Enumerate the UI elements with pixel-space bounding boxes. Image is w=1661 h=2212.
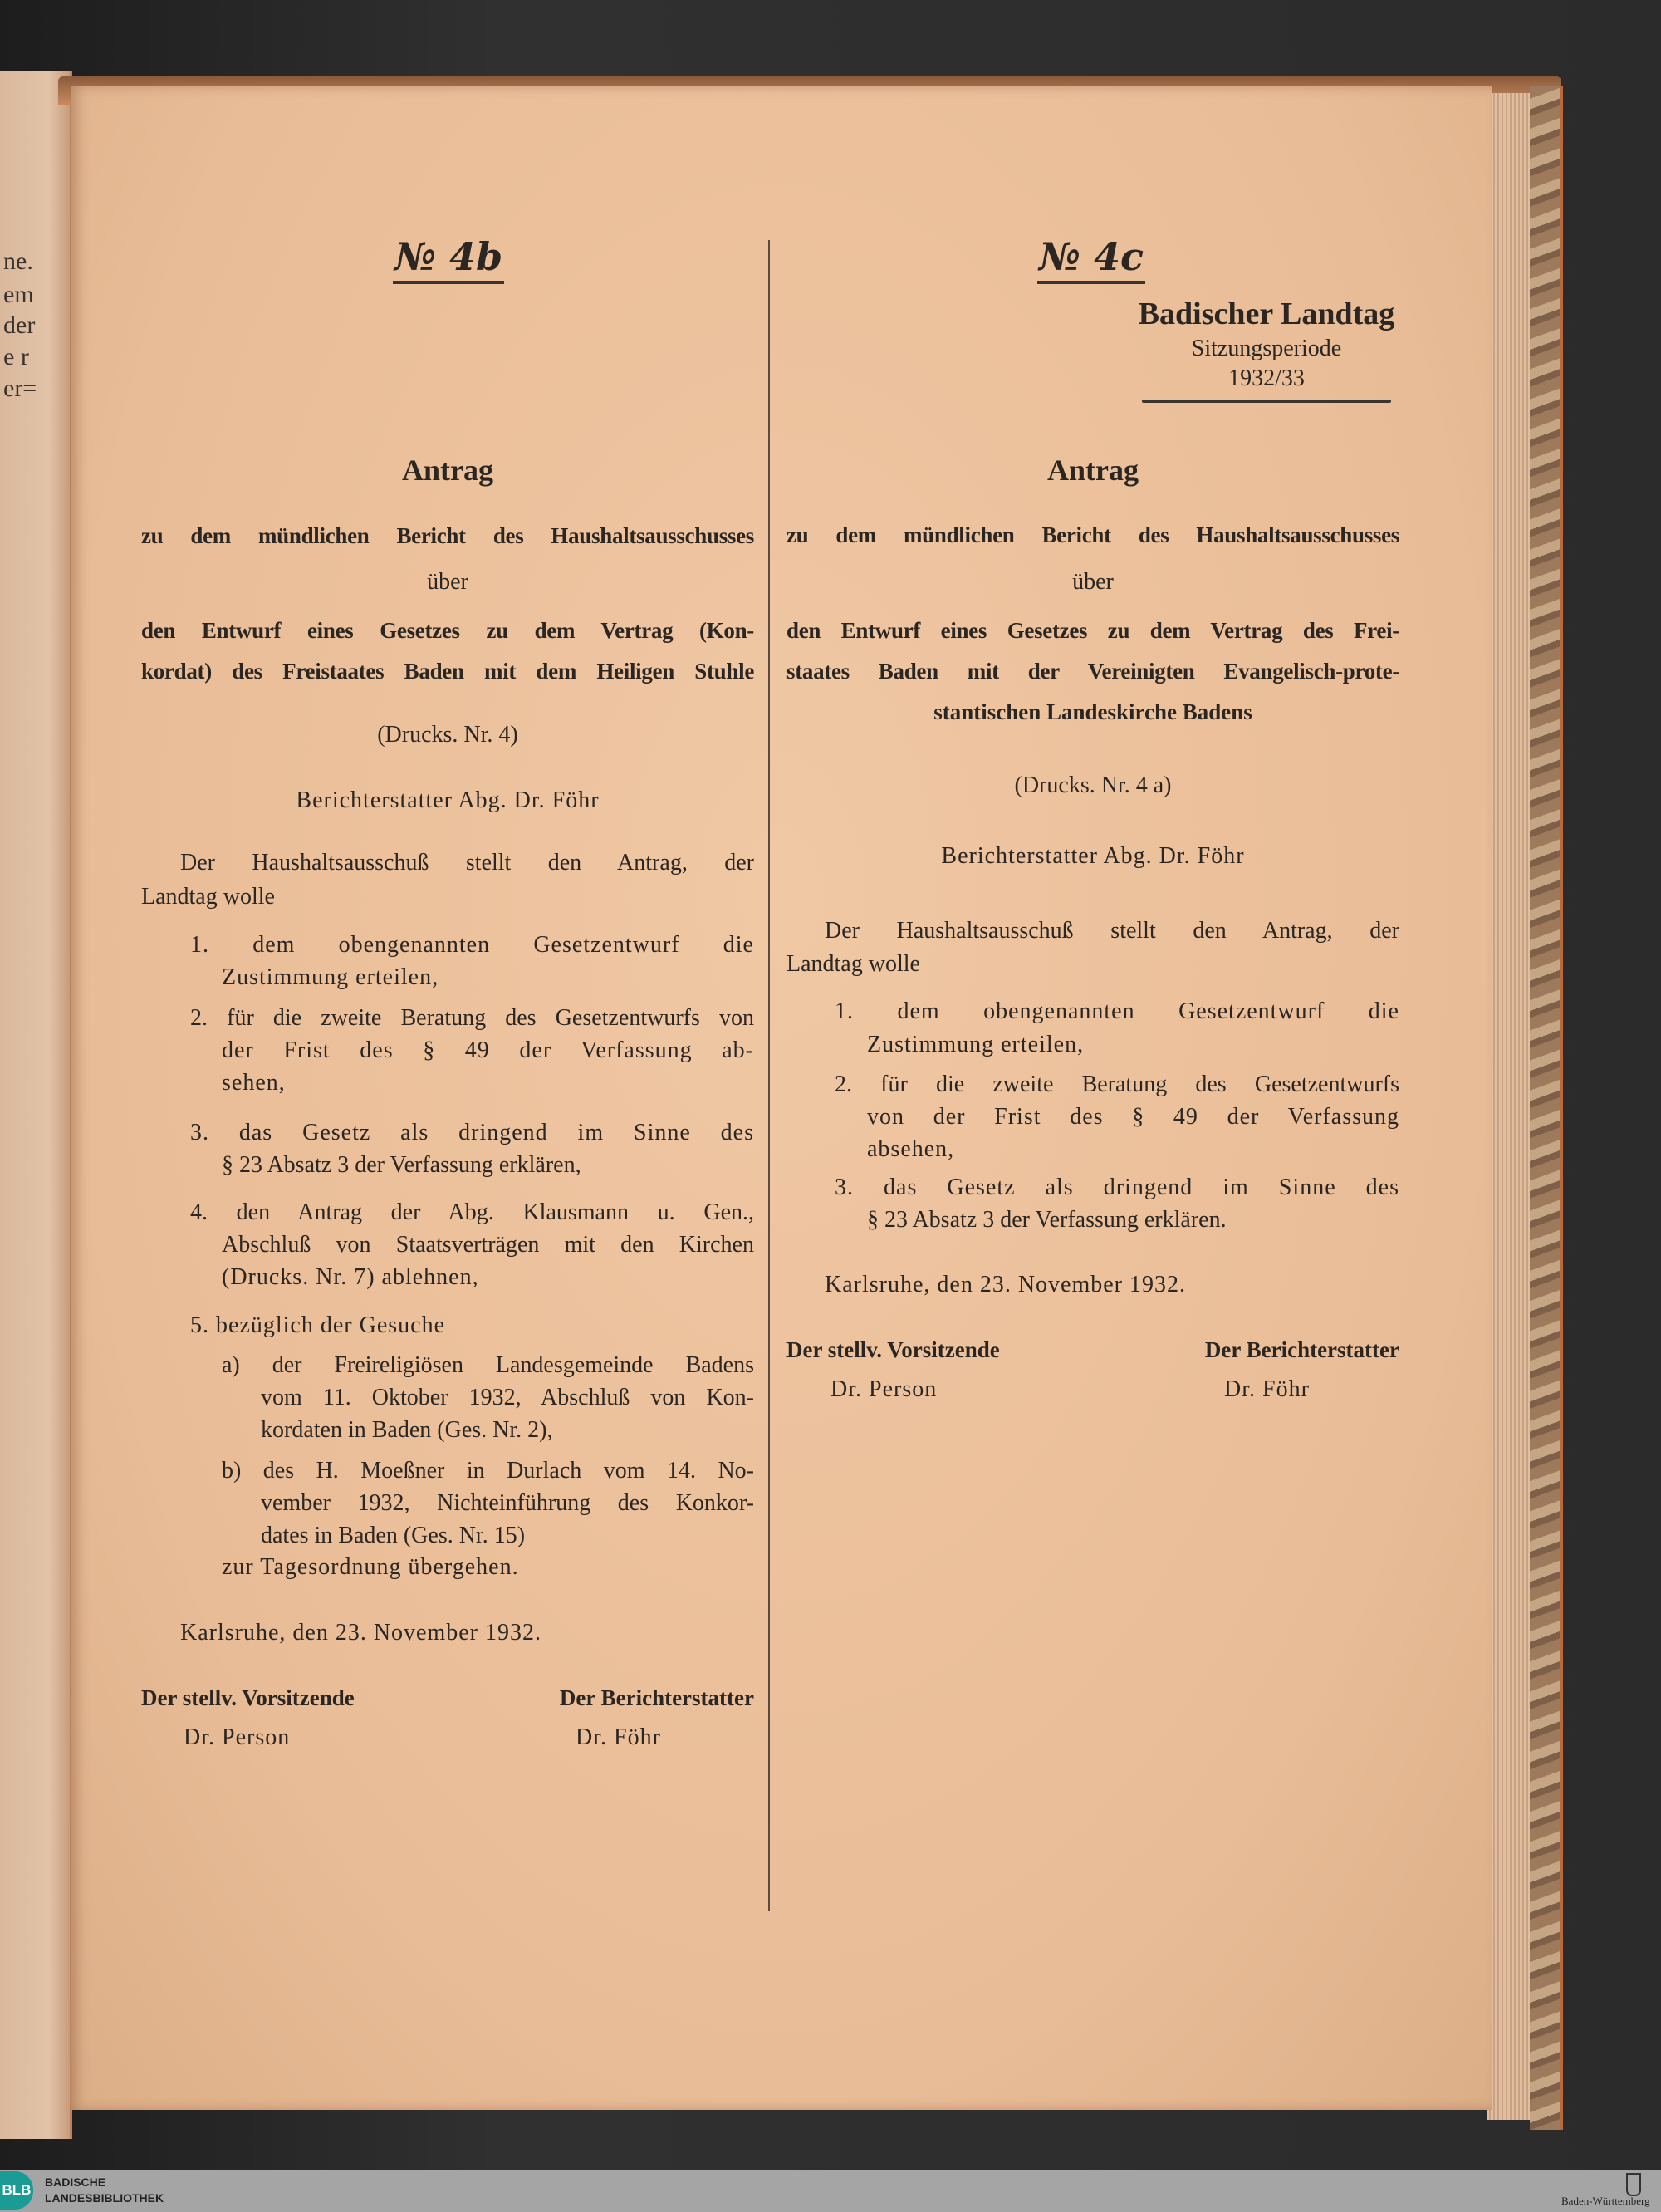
coat-of-arms-icon [1626,2173,1641,2196]
parliament-title: Badischer Landtag [1138,297,1395,331]
column-divider [768,240,770,1911]
library-name-line2: LANDESBIBLIOTHEK [45,2191,164,2205]
fragment-text: e r [3,343,29,370]
book-cover-edge [1530,86,1563,2130]
left-text-line: 2. für die zweite Beratung des Gesetzentwurfs von [190,1005,754,1031]
session-label: Sitzungsperiode [1191,336,1342,361]
left-text-line: den Entwurf eines Gesetzes zu dem Vertrag (Kon- [141,618,754,643]
fragment-text: em [3,281,34,308]
footer-bar [0,2170,1661,2212]
left-text-line: § 23 Absatz 3 der Verfassung erklären, [222,1152,581,1178]
left-text-line: der Frist des § 49 der Verfassung ab- [222,1037,754,1063]
right-text-line: absehen, [867,1136,955,1162]
library-name [45,2175,164,2206]
section-title: Antrag [1047,454,1139,487]
right-text-line: Dr. Föhr [1224,1376,1310,1402]
right-text-line: stantischen Landeskirche Badens [933,699,1252,724]
left-text-line: dates in Baden (Ges. Nr. 15) [261,1523,526,1548]
left-text-line: zur Tagesordnung übergehen. [222,1554,519,1580]
right-text-line: 2. für die zweite Beratung des Gesetzentwurfs [835,1072,1399,1097]
left-text-line: Der stellv. Vorsitzende [141,1685,355,1710]
left-text-line: Berichterstatter Abg. Dr. Föhr [296,787,600,813]
right-text-line: zu dem mündlichen Bericht des Haushaltsausschusses [786,522,1399,547]
left-text-line: 4. den Antrag der Abg. Klausmann u. Gen., [190,1199,754,1225]
fragment-text: er= [3,375,37,402]
right-text-line: Landtag wolle [786,951,920,977]
right-text-line: Dr. Person [830,1376,938,1402]
right-text-line: 3. das Gesetz als dringend im Sinne des [835,1175,1399,1200]
left-text-line: Dr. Person [184,1724,291,1750]
header-rule [1142,400,1391,403]
fragment-text: der [3,311,36,339]
right-text-line: 1. dem obengenannten Gesetzentwurf die [835,998,1399,1024]
section-title: Antrag [402,454,493,487]
left-text-line: (Drucks. Nr. 4) [377,722,518,748]
left-text-line: Dr. Föhr [576,1724,661,1750]
left-text-line: vom 11. Oktober 1932, Abschluß von Kon- [261,1385,754,1410]
left-text-line: über [427,569,468,595]
left-text-line: zu dem mündlichen Bericht des Haushaltsausschusses [141,523,754,548]
right-text-line: Berichterstatter Abg. Dr. Föhr [941,843,1245,869]
right-text-line: Der stellv. Vorsitzende [786,1337,1000,1362]
right-text-line: (Drucks. Nr. 4 a) [1014,772,1172,798]
left-text-line: Landtag wolle [141,884,275,910]
left-text-line: Zustimmung erteilen, [222,964,439,990]
left-text-line: vember 1932, Nichteinführung des Konkor- [261,1490,754,1516]
left-text-line: Karlsruhe, den 23. November 1932. [180,1620,542,1646]
right-text-line: den Entwurf eines Gesetzes zu dem Vertrag des Frei- [786,618,1399,643]
right-text-line: staates Baden mit der Vereinigten Evangelisch-prote- [786,659,1399,684]
left-text-line: 1. dem obengenannten Gesetzentwurf die [190,932,754,958]
fragment-text: ne. [3,248,33,275]
state-label: Baden-Württemberg [1561,2195,1650,2207]
right-text-line: Der Haushaltsausschuß stellt den Antrag, der [825,918,1399,944]
blb-logo: BLB [0,2171,33,2210]
left-page-edge [0,71,72,2139]
left-text-line: a) der Freireligiösen Landesgemeinde Badens [222,1352,754,1378]
left-text-line: Abschluß von Staatsverträgen mit den Kirchen [222,1232,754,1258]
right-text-line: § 23 Absatz 3 der Verfassung erklären. [867,1207,1227,1233]
left-text-line: kordat) des Freistaates Baden mit dem Heiligen Stuhle [141,659,754,684]
right-text-line: Zustimmung erteilen, [867,1032,1085,1057]
right-text-line: von der Frist des § 49 der Verfassung [867,1104,1399,1130]
document-number: № 4b [393,234,504,284]
left-text-line: Der Haushaltsausschuß stellt den Antrag, der [180,850,754,875]
library-name-line1: BADISCHE [45,2175,106,2189]
right-text-line: Karlsruhe, den 23. November 1932. [825,1272,1187,1297]
document-number: № 4c [1037,234,1145,284]
right-text-line: über [1072,569,1114,595]
left-text-line: sehen, [222,1070,286,1096]
left-text-line: kordaten in Baden (Ges. Nr. 2), [261,1417,553,1443]
left-column [141,0,754,2212]
left-text-line: 3. das Gesetz als dringend im Sinne des [190,1120,754,1145]
left-text-line: 5. bezüglich der Gesuche [190,1312,445,1338]
right-text-line: Der Berichterstatter [1204,1337,1399,1362]
page-stack-edge [1487,93,1533,2120]
left-text-line: Der Berichterstatter [559,1685,754,1710]
session-period: 1932/33 [1228,365,1305,391]
right-column [786,0,1399,2212]
left-text-line: (Drucks. Nr. 7) ablehnen, [222,1264,479,1290]
left-text-line: b) des H. Moeßner in Durlach vom 14. No- [222,1458,754,1484]
